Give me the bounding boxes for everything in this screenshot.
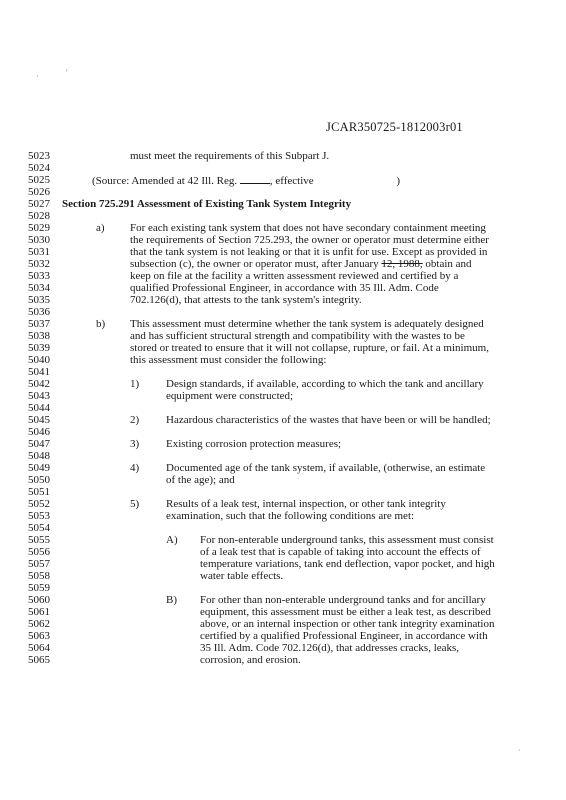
body-line: temperature variations, tank end deflection, vapor pocket, and high	[200, 558, 495, 570]
line-number: 5042	[28, 378, 50, 390]
line-number: 5029	[28, 222, 50, 234]
line-number: 5052	[28, 498, 50, 510]
body-line: certified by a qualified Professional Engineer, in accordance with	[200, 630, 488, 642]
line-number: 5024	[28, 162, 50, 174]
line-number: 5033	[28, 270, 50, 282]
line-number: 5047	[28, 438, 50, 450]
body-line: For non-enterable underground tanks, this assessment must consist	[200, 534, 494, 546]
line-number: 5025	[28, 174, 50, 186]
body-line: 702.126(d), that attests to the tank system's integrity.	[130, 294, 362, 306]
line-number: 5056	[28, 546, 50, 558]
body-line: water table effects.	[200, 570, 284, 582]
line-number: 5034	[28, 282, 50, 294]
line-number: 5028	[28, 210, 50, 222]
body-line: keep on file at the facility a written assessment reviewed and certified by a	[130, 270, 459, 282]
body-line: of the age); and	[166, 474, 235, 486]
line-number: 5050	[28, 474, 50, 486]
line-number: 5046	[28, 426, 50, 438]
line-number: 5051	[28, 486, 50, 498]
line-number: 5045	[28, 414, 50, 426]
line-number: 5048	[28, 450, 50, 462]
item-label: 2)	[130, 414, 140, 426]
body-line: the requirements of Section 725.293, the owner or operator must determine either	[130, 234, 489, 246]
line-number: 5054	[28, 522, 50, 534]
section-title: Section 725.291 Assessment of Existing Tank System Integrity	[62, 198, 352, 210]
line-number: 5032	[28, 258, 50, 270]
line-number: 5031	[28, 246, 50, 258]
body-line: corrosion, and erosion.	[200, 654, 301, 666]
line-number: 5064	[28, 642, 50, 654]
line-number: 5058	[28, 570, 50, 582]
body-line: Documented age of the tank system, if available, (otherwise, an estimate	[166, 462, 486, 474]
line-number: 5057	[28, 558, 50, 570]
body-line: For other than non-enterable underground tanks and for ancillary	[200, 594, 486, 606]
item-label: A)	[166, 534, 178, 546]
line-number: 5059	[28, 582, 50, 594]
body-line: equipment were constructed;	[166, 390, 294, 402]
line-number: 5035	[28, 294, 50, 306]
body-line: this assessment must consider the following:	[130, 354, 327, 366]
item-label: B)	[166, 594, 177, 606]
subsection-label: b)	[96, 318, 106, 330]
line-number: 5023	[28, 150, 50, 162]
line-number: 5030	[28, 234, 50, 246]
item-label: 4)	[130, 462, 140, 474]
line-number: 5027	[28, 198, 50, 210]
line-number: 5055	[28, 534, 50, 546]
scan-mark: ·	[36, 72, 39, 81]
body-line: Existing corrosion protection measures;	[166, 438, 342, 450]
body-line: qualified Professional Engineer, in accordance with 35 Ill. Adm. Code	[130, 282, 439, 294]
body-line: For each existing tank system that does not have secondary containment meeting	[130, 222, 486, 234]
body-line: This assessment must determine whether the tank system is adequately designed	[130, 318, 484, 330]
scan-mark: '	[66, 68, 68, 77]
line-number: 5065	[28, 654, 50, 666]
item-label: 5)	[130, 498, 140, 510]
subsection-label: a)	[96, 222, 105, 234]
scan-mark: ·	[518, 746, 521, 755]
line-number: 5040	[28, 354, 50, 366]
body-line: Results of a leak test, internal inspection, or other tank integrity	[166, 498, 446, 510]
item-label: 3)	[130, 438, 140, 450]
source-note: (Source: Amended at 42 Ill. Reg. , effective )	[92, 175, 401, 187]
line-number: 5036	[28, 306, 50, 318]
line-number: 5062	[28, 618, 50, 630]
line-number: 5063	[28, 630, 50, 642]
line-number: 5044	[28, 402, 50, 414]
line-number: 5039	[28, 342, 50, 354]
line-number: 5060	[28, 594, 50, 606]
body-line: above, or an internal inspection or other tank integrity examination	[200, 618, 495, 630]
body-line: of a leak test that is capable of taking into account the effects of	[200, 546, 481, 558]
blank-line	[240, 174, 270, 184]
body-line: Design standards, if available, according to which the tank and ancillary	[166, 378, 484, 390]
document-id-header: JCAR350725-1812003r01	[326, 120, 463, 134]
body-line: Hazardous characteristics of the wastes that have been or will be handled;	[166, 414, 491, 426]
body-line: must meet the requirements of this Subpart J.	[130, 150, 330, 162]
body-line: equipment, this assessment must be either a leak test, as described	[200, 606, 491, 618]
body-line: stored or treated to ensure that it will not collapse, rupture, or fail. At a minimum,	[130, 342, 489, 354]
line-number: 5049	[28, 462, 50, 474]
body-line: and has sufficient structural strength and compatibility with the wastes to be	[130, 330, 465, 342]
line-number: 5026	[28, 186, 50, 198]
line-number: 5061	[28, 606, 50, 618]
struck-text: 12, 1988,	[381, 258, 423, 270]
body-line: that the tank system is not leaking or that it is unfit for use. Except as provided in	[130, 246, 488, 258]
line-number: 5053	[28, 510, 50, 522]
body-line: examination, such that the following conditions are met:	[166, 510, 415, 522]
line-number: 5037	[28, 318, 50, 330]
line-number: 5041	[28, 366, 50, 378]
line-number: 5038	[28, 330, 50, 342]
body-line: subsection (c), the owner or operator must, after January 12, 1988, obtain and	[130, 258, 472, 270]
body-line: 35 Ill. Adm. Code 702.126(d), that addresses cracks, leaks,	[200, 642, 460, 654]
line-number: 5043	[28, 390, 50, 402]
item-label: 1)	[130, 378, 140, 390]
